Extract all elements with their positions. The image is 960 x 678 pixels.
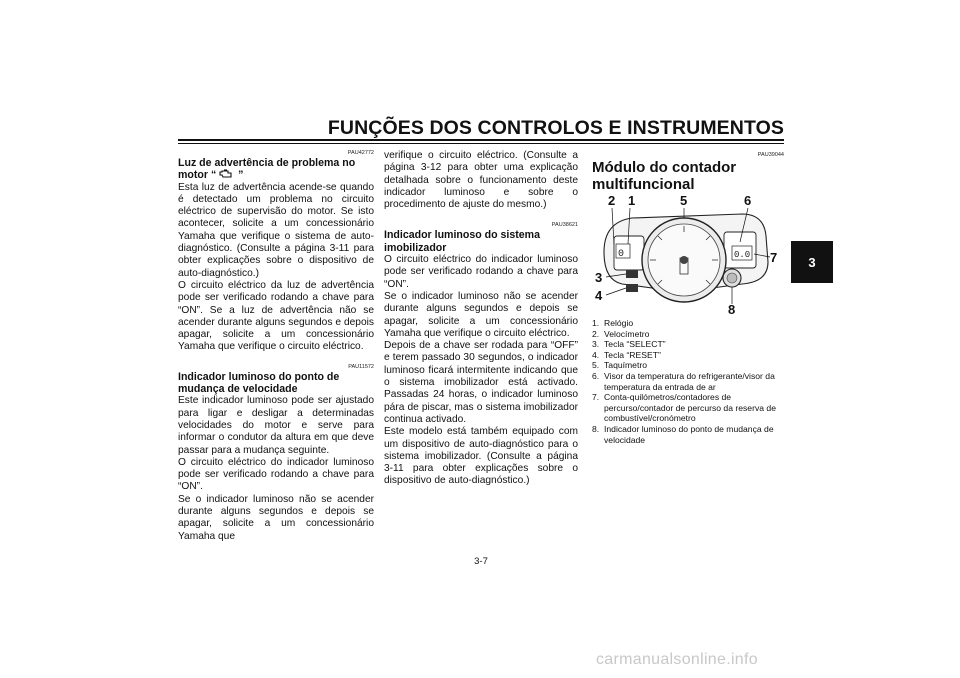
callout-3: 3 [595, 270, 603, 285]
header-rule-thin [178, 143, 784, 144]
column-2 [384, 150, 578, 488]
chapter-tab: 3 [791, 241, 833, 283]
callout-7: 7 [770, 250, 778, 265]
page-number: 3-7 [474, 556, 488, 567]
instrument-cluster-illustration [592, 192, 784, 317]
heading-suffix: ” [238, 169, 244, 182]
engine-warning-icon [219, 169, 235, 179]
heading-prefix: motor “ [178, 169, 217, 182]
callout-6: 6 [744, 193, 752, 208]
paragraph: O circuito eléctrico do indicador luminoso pode ser verificado rodando a chave para “ON”. [178, 456, 374, 493]
header-rule [178, 139, 784, 141]
caption-item: 6. Visor da temperatura do refrigerante/visor da temperatura da entrada de ar [592, 370, 775, 392]
caption-item: 7. Conta-quilómetros/contadores de percurso/contador de percurso da reserva de combustível/cronómetro [592, 392, 776, 424]
page-title: FUNÇÕES DOS CONTROLOS E INSTRUMENTOS [327, 117, 784, 139]
callout-8: 8 [728, 302, 736, 317]
paragraph: verifique o circuito eléctrico. (Consulte a página 3-12 para obter uma explicação detalhada sobre o funcionamento deste indicador luminoso e sobre o procedimento de ajuste do mesmo.) [384, 150, 578, 211]
paragraph: Esta luz de advertência acende-se quando é detectado um problema no circuito eléctrico de supervisão do motor. Se isto acontecer, solicite a um concessionário Yamaha que verifique o sistema de auto-diagnóstico. (Consulte a página 3-11 para obter explicações sobre o dispositivo de auto-diagnóstico.) [178, 181, 374, 279]
heading-line: Luz de advertência de problema no [178, 157, 356, 169]
caption-item: 5. Taquímetro [592, 360, 647, 371]
section-heading: Módulo do contador multifuncional [592, 159, 737, 193]
paragraph: O circuito eléctrico da luz de advertência pode ser verificado rodando a chave para “ON”. Se a luz de advertência não se acender durante alguns segundos e depois apagar, solicite a um concessionário Yamaha que verifique o circuito eléctrico. [178, 279, 374, 353]
paragraph: Este indicador luminoso pode ser ajustado para ligar e desligar a determinadas velocidades do motor e serve para informar o condutor da altura em que deve passar para a mudança seguinte. [178, 395, 374, 456]
caption-item: 8. Indicador luminoso do ponto de mudança de velocidade [592, 423, 774, 445]
section-code: PAU11572 [348, 363, 374, 370]
paragraph: O circuito eléctrico do indicador luminoso pode ser verificado rodando a chave para “ON”. [384, 254, 578, 290]
caption-item: 3. Tecla “SELECT” [592, 339, 666, 350]
section-code: PAU38621 [551, 222, 578, 229]
caption-item: 2. Velocímetro [592, 328, 650, 339]
callout-5: 5 [680, 193, 688, 208]
column-1 [178, 150, 374, 543]
paragraph: Este modelo está também equipado com um dispositivo de auto-diagnóstico para o sistema imobilizador. (Consulte a página 3-11 para obter explicações sobre o dispositivo de auto-diagnóstico.) [384, 426, 578, 487]
section-code: PAU39044 [757, 152, 784, 158]
callout-1: 1 [628, 193, 636, 208]
paragraph: Depois de a chave ser rodada para “OFF” e terem passado 30 segundos, o indicador luminoso ficará intermitente indicando que o sistema imobilizador está activado. Passadas 24 horas, o indicador luminoso pára de piscar, mas o sistema imobilizador continua activado. [384, 340, 578, 425]
callout-2: 2 [608, 193, 616, 208]
callout-4: 4 [595, 288, 603, 303]
caption-item: 4. Tecla “RESET” [592, 349, 661, 360]
paragraph: Se o indicador luminoso não se acender durante alguns segundos e depois se apagar, solicite a um concessionário Yamaha que verifique o circuito eléctrico. [384, 290, 578, 339]
svg-text:0: 0 [618, 249, 625, 260]
section-heading: Indicador luminoso do ponto de mudança de velocidade [178, 370, 340, 396]
watermark: carmanualsonline.info [596, 651, 758, 668]
column-3 [592, 152, 784, 193]
svg-text:0.0: 0.0 [734, 250, 751, 260]
section-heading: Indicador luminoso do sistema imobilizador [384, 229, 540, 254]
section-code: PAU42772 [347, 150, 374, 156]
section-heading [178, 157, 374, 182]
instrument-cluster-figure [592, 192, 784, 317]
figure-caption-list [592, 318, 792, 445]
caption-item: 1. Relógio [592, 318, 634, 328]
paragraph: Se o indicador luminoso não se acender durante alguns segundos e depois se apagar, solicite a um concessionário Yamaha que [178, 493, 374, 542]
